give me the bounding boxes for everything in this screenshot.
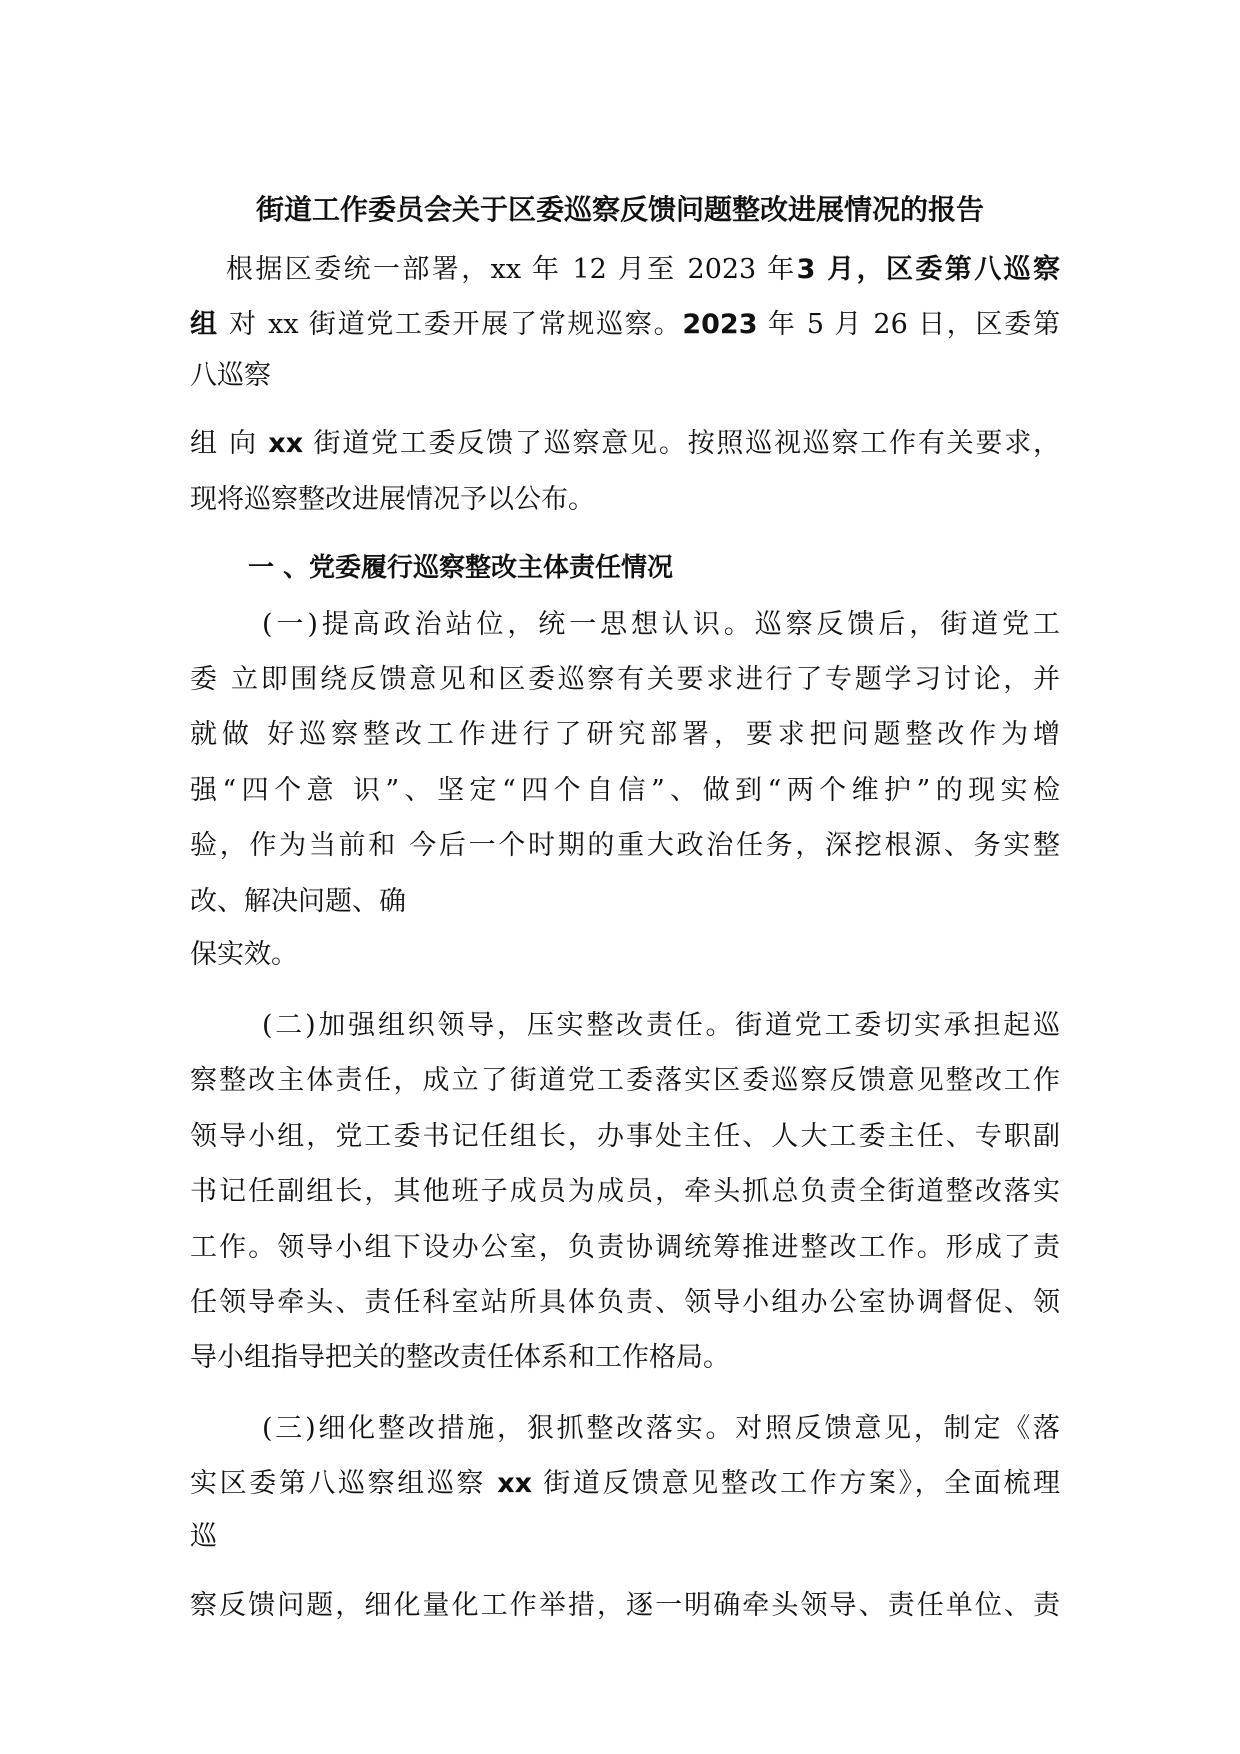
- intro-text: 根据区委统一部署，xx 年 12 月至 2023 年: [226, 254, 797, 285]
- intro-line-1: [226, 250, 1060, 290]
- para2-line-7: 导小组指导把关的整改责任体系和工作格局。: [190, 1342, 730, 1373]
- para1-line-3: 就做 好巡察整改工作进行了研究部署，要求把问题整改作为增: [190, 719, 1060, 750]
- para3-text: 实区委第八巡察组巡察: [190, 1468, 498, 1499]
- intro-text: 街道党工委反馈了巡察意见。按照巡视巡察工作有关要求，: [303, 428, 1060, 459]
- para1-line-5: 验，作为当前和 今后一个时期的重大政治任务，深挖根源、务实整: [190, 830, 1060, 861]
- para2-line-3: 领导小组，党工委书记任组长，办事处主任、人大工委主任、专职副: [190, 1121, 1060, 1152]
- intro-bold-text: xx: [268, 428, 304, 459]
- intro-line-5: 现将巡察整改进展情况予以公布。: [190, 484, 595, 515]
- section-heading-1: 一 、党委履行巡察整改主体责任情况: [248, 553, 674, 583]
- para3-text: 街道反馈意见整改工作方案》，全面梳理: [532, 1468, 1060, 1499]
- para1-line-2: 委 立即围绕反馈意见和区委巡察有关要求进行了专题学习讨论，并: [190, 664, 1060, 695]
- para3-line-4: 察反馈问题，细化量化工作举措，逐一明确牵头领导、责任单位、责: [190, 1590, 1060, 1621]
- para1-line-1: (一)提高政治站位，统一思想认识。巡察反馈后，街道党工: [262, 609, 1060, 640]
- intro-text: 组 向: [190, 428, 269, 459]
- para2-line-2: 察整改主体责任，成立了街道党工委落实区委巡察反馈意见整改工作: [190, 1065, 1060, 1096]
- para2-line-6: 任领导牵头、责任科室站所具体负责、领导小组办公室协调督促、领: [190, 1287, 1060, 1318]
- para3-line-3: 巡: [190, 1521, 217, 1552]
- para1-line-4: 强“四个意 识”、坚定“四个自信”、做到“两个维护”的现实检: [190, 775, 1060, 806]
- para3-bold-text: xx: [497, 1468, 533, 1499]
- intro-bold-text: 组: [190, 309, 219, 340]
- para3-line-1: (三)细化整改措施，狠抓整改落实。对照反馈意见，制定《落: [262, 1413, 1060, 1444]
- intro-bold-text: 3 月，区委第八巡察: [796, 254, 1061, 285]
- para1-line-6: 改、解决问题、确: [190, 886, 406, 917]
- intro-text: 对 xx 街道党工委开展了常规巡察。: [218, 309, 683, 340]
- intro-line-4: [190, 424, 1060, 464]
- para1-line-7: 保实效。: [190, 939, 298, 970]
- intro-text: 年 5 月 26 日，区委第: [757, 309, 1060, 340]
- para2-line-4: 书记任副组长，其他班子成员为成员，牵头抓总负责全街道整改落实: [190, 1176, 1060, 1207]
- para3-line-2: [190, 1464, 1060, 1504]
- intro-line-2: [190, 305, 1060, 345]
- intro-bold-year: 2023: [682, 309, 758, 340]
- para2-line-5: 工作。领导小组下设办公室，负责协调统筹推进整改工作。形成了责: [190, 1232, 1060, 1263]
- para2-line-1: (二)加强组织领导，压实整改责任。街道党工委切实承担起巡: [262, 1010, 1060, 1041]
- intro-line-3: 八巡察: [190, 360, 271, 391]
- document-title: 街道工作委员会关于区委巡察反馈问题整改进展情况的报告: [255, 193, 984, 226]
